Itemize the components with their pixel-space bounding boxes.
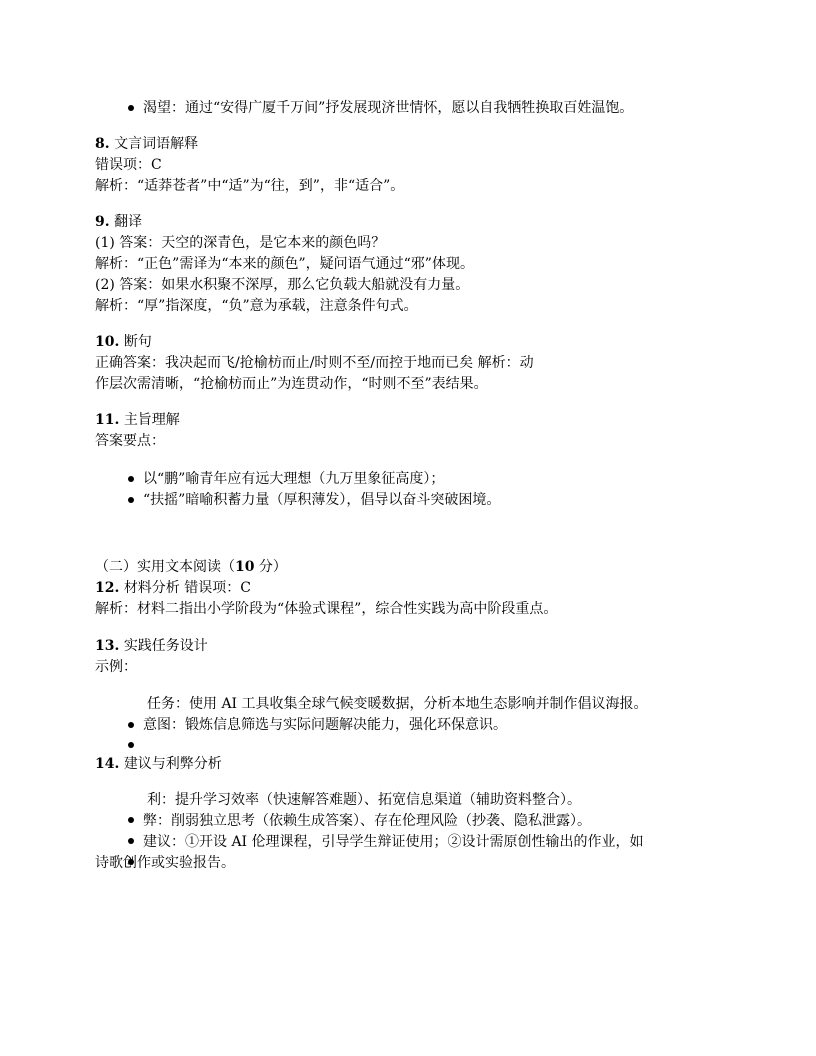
bullet-dot xyxy=(128,105,134,111)
suggestion-text: 建议：①开设 AI 伦理课程，引导学生辩证使用；②设计需原创性输出的作业，如 xyxy=(143,834,644,850)
bullet-text: 渴望：通过“安得广厦千万间”抒发展现济世情怀，愿以自我牺牲换取百姓温饱。 xyxy=(143,100,634,116)
section-heading-8 xyxy=(95,134,198,154)
answer-line: (2) 答案：如果水积聚不深厚，那么它负载大船就没有力量。 xyxy=(95,277,470,293)
section-number: 9. xyxy=(95,214,110,230)
answer-line: 错误项：C xyxy=(95,157,162,173)
section-title: 实践任务设计 xyxy=(123,638,208,654)
bullet-dot xyxy=(128,742,134,748)
bullet-dot xyxy=(128,838,134,844)
analysis-line: 解析：“厚”指深度，“负”意为承载，注意条件句式。 xyxy=(95,298,418,314)
answer-points-label: 答案要点： xyxy=(95,433,165,449)
analysis-line: 作层次需清晰，“抢榆枋而止”为连贯动作，“时则不至”表结果。 xyxy=(95,376,488,392)
intent-text: 意图：锻炼信息筛选与实际问题解决能力，强化环保意识。 xyxy=(143,717,507,733)
bullet-text: 以“鹏”喻青年应有远大理想（九万里象征高度）； xyxy=(143,471,445,487)
disadvantage-text: 弊：削弱独立思考（依赖生成答案）、存在伦理风险（抄袭、隐私泄露）。 xyxy=(143,813,591,829)
task-text: 任务：使用 AI 工具收集全球气候变暖数据，分析本地生态影响并制作倡议海报。 xyxy=(147,696,648,712)
section-heading-10 xyxy=(95,332,152,352)
section-heading-13 xyxy=(95,636,208,656)
section-number: 12. xyxy=(95,580,120,596)
answer-line: (1) 答案：天空的深青色，是它本来的颜色吗？ xyxy=(95,235,386,251)
advantage-text: 利：提升学习效率（快速解答难题）、拓宽信息渠道（辅助资料整合）。 xyxy=(147,792,581,808)
section-number: 10. xyxy=(95,334,120,350)
bullet-text: “扶摇”暗喻积蓄力量（厚积薄发），倡导以奋斗突破困境。 xyxy=(143,492,501,508)
section-number: 13. xyxy=(95,638,120,654)
section-title: 翻译 xyxy=(114,214,143,230)
section-title: 材料分析 错误项：C xyxy=(123,580,251,596)
example-label: 示例： xyxy=(95,659,137,675)
section-title: 主旨理解 xyxy=(123,412,180,428)
section-title: 文言词语解释 xyxy=(114,136,199,152)
analysis-line: 解析：材料二指出小学阶段为“体验式课程”，综合性实践为高中阶段重点。 xyxy=(95,601,558,617)
section-title: 断句 xyxy=(123,334,152,350)
section-heading-9 xyxy=(95,212,142,232)
section-title: 建议与利弊分析 xyxy=(123,756,222,772)
bullet-dot xyxy=(128,476,134,482)
analysis-line: 解析：“适莽苍者”中“适”为“往，到”，非“适合”。 xyxy=(95,178,405,194)
part-heading: （二）实用文本阅读（10 分） xyxy=(95,559,287,575)
suggestion-text-cont: 诗歌创作或实验报告。 xyxy=(95,855,235,871)
section-number: 8. xyxy=(95,136,110,152)
section-heading-11 xyxy=(95,410,180,430)
answer-line: 正确答案：我决起而飞/抢榆枋而止/时则不至/而控于地而已矣 解析：动 xyxy=(95,355,534,371)
bullet-dot xyxy=(128,497,134,503)
bullet-dot xyxy=(128,722,134,728)
section-heading-14 xyxy=(95,754,222,774)
bullet-dot xyxy=(128,817,134,823)
section-number: 14. xyxy=(95,756,120,772)
analysis-line: 解析：“正色”需译为“本来的颜色”，疑问语气通过“邪”体现。 xyxy=(95,256,474,272)
section-heading-12 xyxy=(95,578,251,598)
section-number: 11. xyxy=(95,412,120,428)
